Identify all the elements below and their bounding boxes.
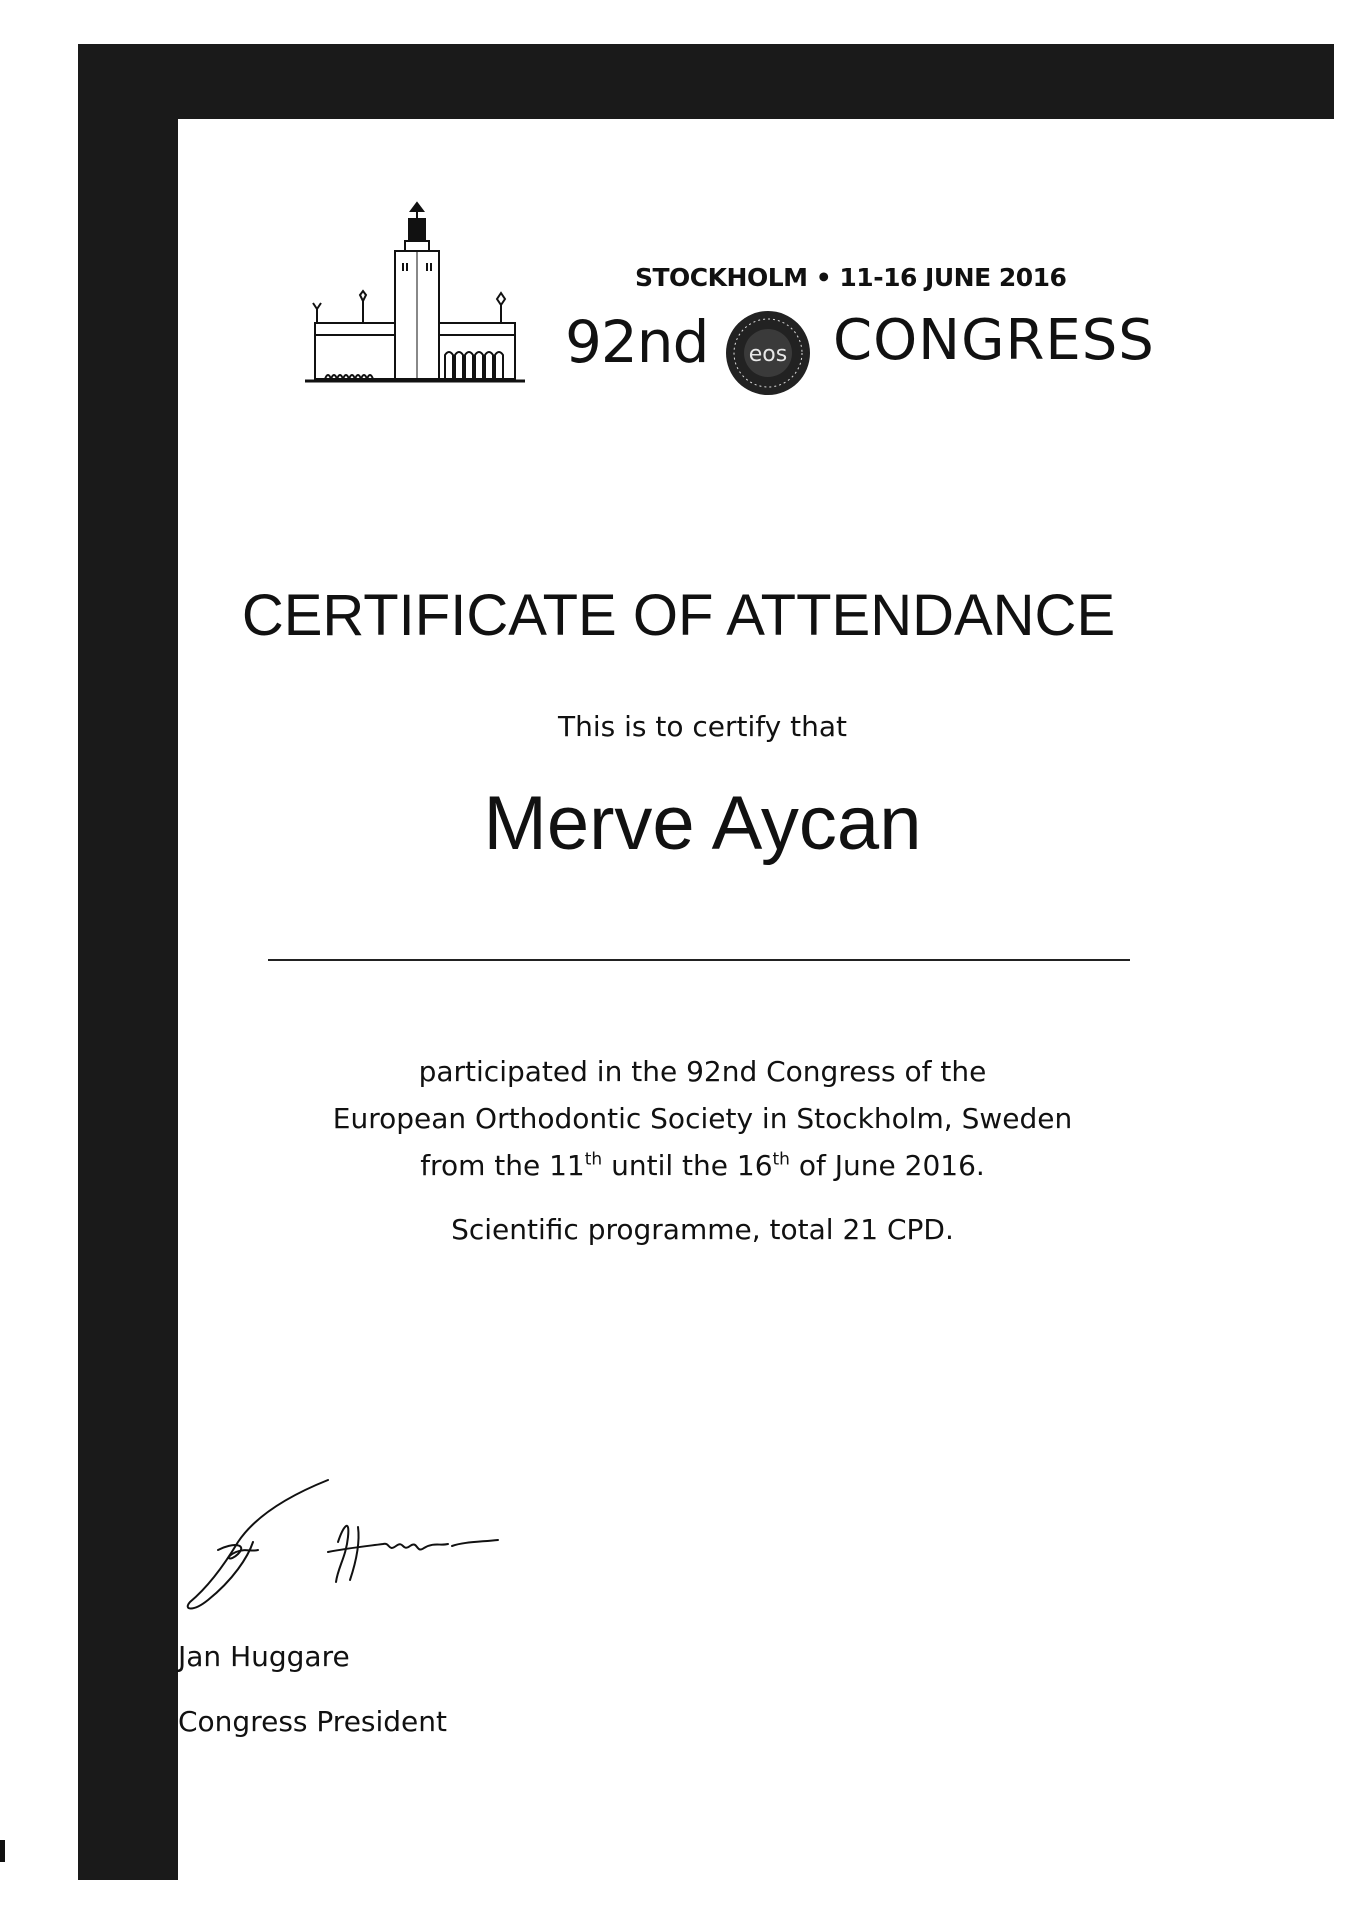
statement-line-3	[0, 1142, 1357, 1189]
statement-line-2: European Orthodontic Society in Stockholm, Sweden	[332, 1102, 1073, 1135]
congress-edition: 92nd	[565, 308, 709, 376]
dates-from: from the 11	[420, 1149, 585, 1182]
statement-line-1: participated in the 92nd Congress of the	[418, 1055, 987, 1088]
congress-dates: STOCKHOLM • 11-16 JUNE 2016	[635, 263, 1067, 292]
dates-month-year: of June 2016.	[789, 1149, 985, 1182]
stockholm-city-hall-illustration	[305, 195, 525, 395]
certificate-title: CERTIFICATE OF ATTENDANCE	[241, 583, 1116, 648]
eos-logo-text: eos	[748, 342, 788, 367]
name-underline	[268, 959, 1130, 961]
cpd-credits: Scientific programme, total 21 CPD.	[451, 1213, 954, 1246]
congress-word: CONGRESS	[833, 308, 1155, 373]
dates-until: until the 16	[602, 1149, 773, 1182]
recipient-name: Merve Aycan	[483, 781, 922, 866]
eos-logo	[723, 308, 813, 398]
scan-edge-mark	[0, 1840, 5, 1862]
certify-intro: This is to certify that	[558, 710, 847, 743]
ordinal-suffix-2: th	[772, 1149, 790, 1170]
ordinal-suffix-1: th	[584, 1149, 603, 1170]
handwritten-signature	[178, 1472, 508, 1622]
signer-name: Jan Huggare	[178, 1640, 350, 1673]
signer-role: Congress President	[178, 1705, 448, 1738]
participation-statement	[0, 1048, 1357, 1189]
